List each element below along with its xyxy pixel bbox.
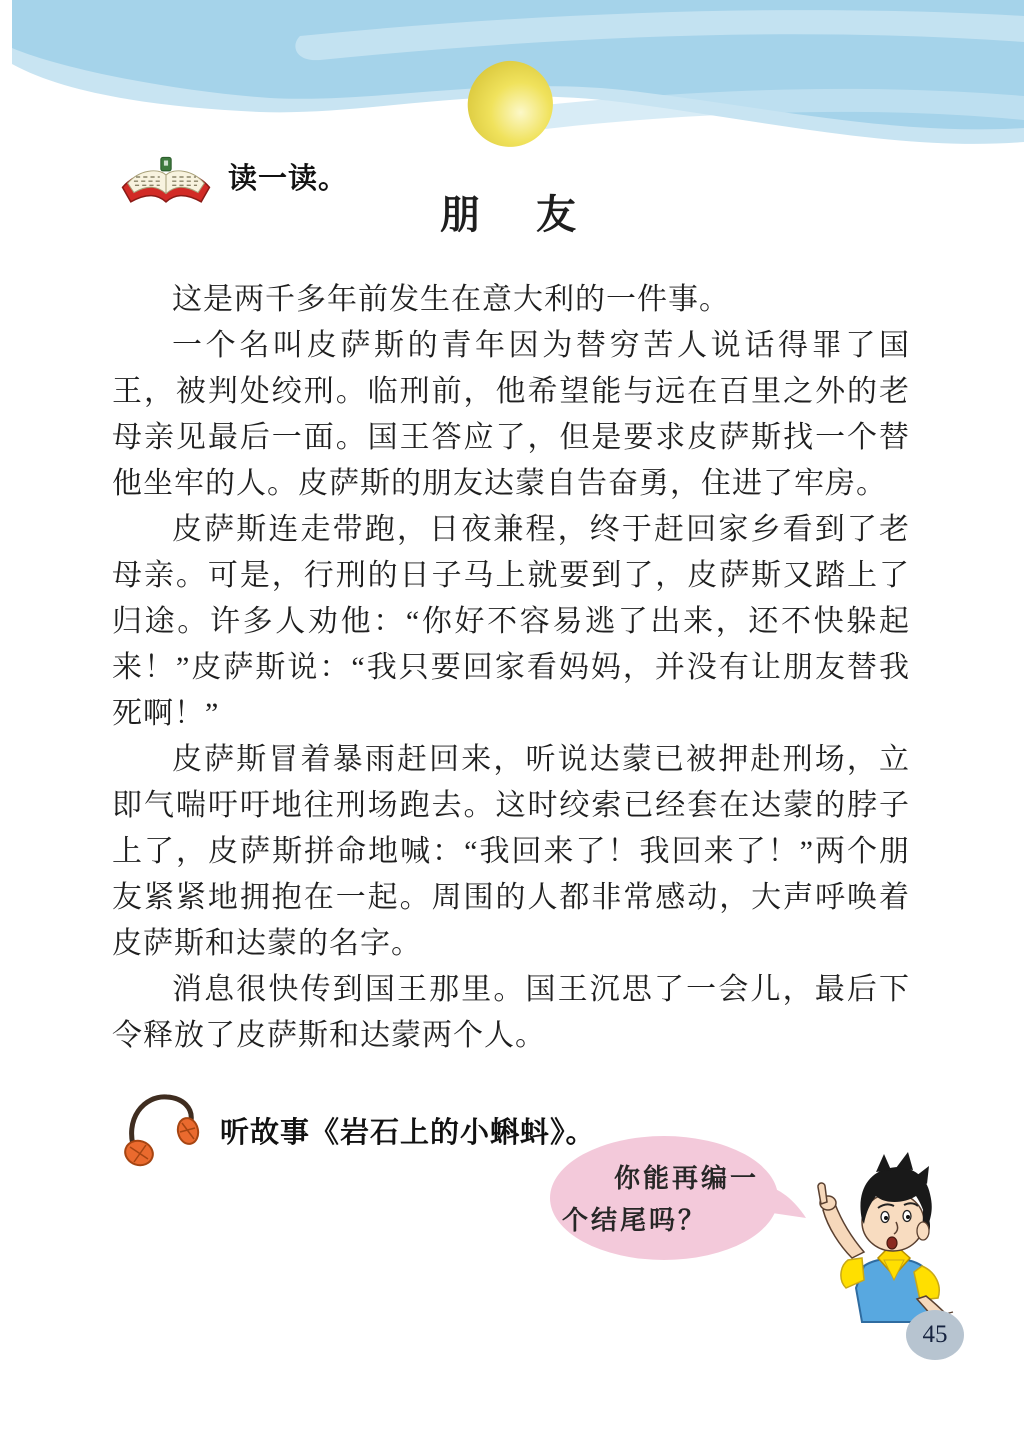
headphones-icon [122,1090,204,1170]
story-paragraph: 皮萨斯冒着暴雨赶回来，听说达蒙已被押赴刑场，立即气喘吁吁地往刑场跑去。这时绞索已经套在达蒙的脖子上了，皮萨斯拼命地喊：“我回来了！我回来了！”两个朋友紧紧地拥抱在一起。周围的人都非常感动，大声呼唤着皮萨斯和达蒙的名字。 [112,743,910,960]
story-paragraph: 消息很快传到国王那里。国王沉思了一会儿，最后下令释放了皮萨斯和达蒙两个人。 [112,973,910,1052]
story-paragraph: 这是两千多年前发生在意大利的一件事。 [172,283,730,316]
listen-section-header [122,1090,596,1170]
read-label: 读一读。 [228,162,349,195]
boy-character-illustration [790,1146,972,1324]
listen-label: 听故事《岩石上的小蝌蚪》。 [220,1116,596,1149]
story-paragraph: 皮萨斯连走带跑，日夜兼程，终于赶回家乡看到了老母亲。可是，行刑的日子马上就要到了，皮萨斯又踏上了归途。许多人劝他：“你好不容易逃了出来，还不快躲起来！”皮萨斯说：“我只要回家看妈妈，并没有让朋友替我死啊！” [112,513,910,730]
speech-bubble [550,1136,778,1260]
page-number: 45 [922,1321,948,1348]
speech-bubble-text-line: 个结尾吗？ [562,1206,708,1235]
speech-bubble-text-line: 你能再编一 [614,1164,760,1193]
page-number-badge [906,1310,964,1360]
story-text [112,277,910,1059]
story-paragraph: 一个名叫皮萨斯的青年因为替穷苦人说话得罪了国王，被判处绞刑。临刑前，他希望能与远在百里之外的老母亲见最后一面。国王答应了，但是要求皮萨斯找一个替他坐牢的人。皮萨斯的朋友达蒙自告奋勇，住进了牢房。 [112,329,910,500]
crescent-moon-icon [452,46,564,152]
story-title: 朋 友 [440,192,584,237]
